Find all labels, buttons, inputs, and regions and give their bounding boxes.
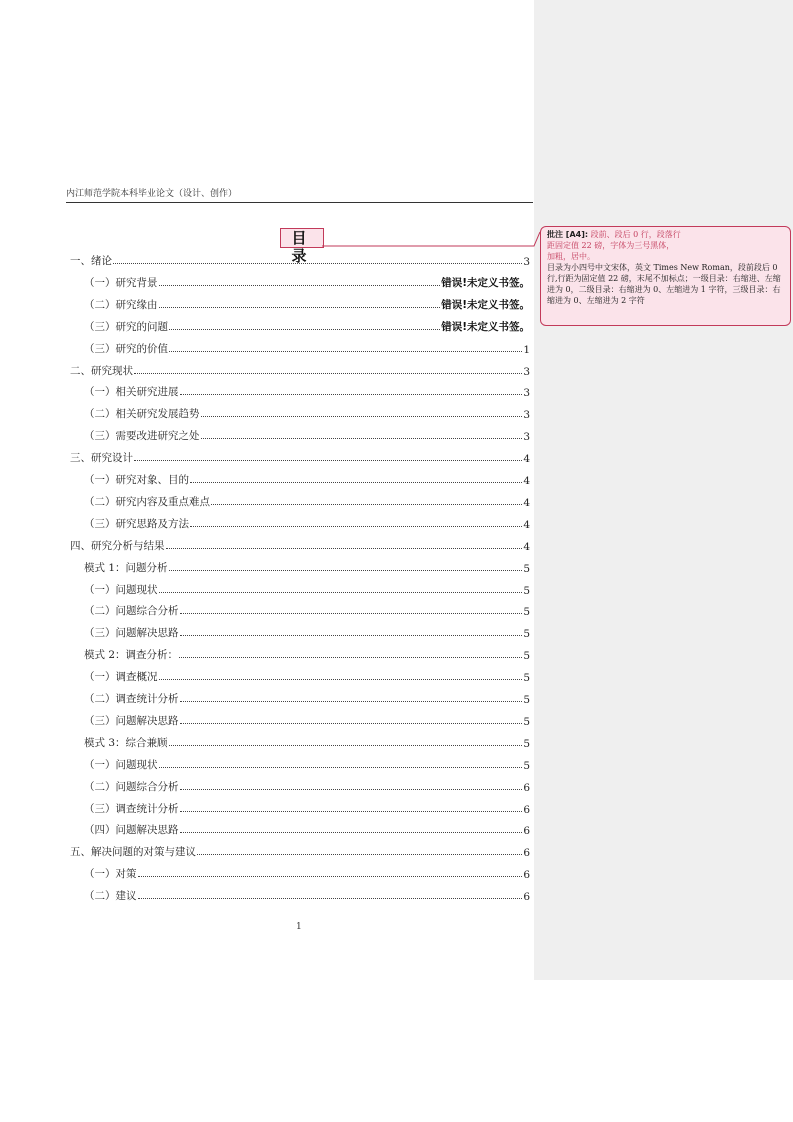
toc-dot-leader (180, 811, 523, 812)
toc-entry-page: 4 (523, 540, 530, 553)
toc-entry[interactable] (84, 340, 530, 356)
toc-entry-title: （一）调查概况 (84, 671, 158, 684)
toc-entry-title: （二）相关研究发展趋势 (84, 408, 200, 421)
toc-entry-page: 3 (523, 409, 530, 422)
toc-dot-leader (159, 307, 441, 308)
toc-entry-title: （三）调查统计分析 (84, 802, 179, 815)
toc-entry-title: 模式 3：综合兼顾 (84, 736, 168, 749)
toc-entry[interactable] (84, 405, 530, 421)
toc-dot-leader (179, 657, 522, 658)
toc-entry[interactable] (84, 515, 530, 531)
comment-margin-pane (534, 0, 793, 980)
toc-entry-title: （一）问题现状 (84, 583, 158, 596)
toc-entry-title: （二）研究内容及重点难点 (84, 495, 210, 508)
page-header: 内江师范学院本科毕业论文（设计、创作） (66, 186, 533, 203)
toc-entry[interactable] (84, 274, 530, 290)
toc-dot-leader (211, 504, 522, 505)
toc-entry[interactable] (84, 602, 530, 618)
toc-dot-leader (180, 789, 523, 790)
toc-entry-page: 6 (523, 891, 530, 904)
toc-dot-leader (180, 723, 523, 724)
toc-entry-title: 模式 1：问题分析 (84, 561, 168, 574)
toc-entry-title: （三）研究思路及方法 (84, 517, 189, 530)
toc-dot-leader (180, 701, 523, 702)
toc-dot-leader (159, 592, 523, 593)
toc-dot-leader (180, 832, 523, 833)
toc-dot-leader (201, 416, 523, 417)
toc-dot-leader (134, 373, 522, 374)
toc-dot-leader (180, 394, 523, 395)
toc-entry-title: （二）研究缘由 (84, 298, 158, 311)
toc-dot-leader (138, 876, 523, 877)
comment-body: 目录为小四号中文宋体，英文 Times New Roman，段前段后 0 行,行距为固定值 22 磅，末尾不加标点；一级目录：右缩进、左缩进为 0，二级目录：右缩进为 0、左缩进为 1 字符，三级目录：右缩进为 0、左缩进为 2 字符 (547, 263, 781, 305)
toc-entry-page: 4 (523, 496, 530, 509)
toc-dot-leader (138, 898, 523, 899)
toc-entry[interactable] (84, 493, 530, 509)
comment-balloon[interactable] (540, 226, 791, 326)
toc-entry[interactable] (84, 296, 530, 312)
toc-entry-title: （一）对策 (84, 868, 137, 881)
toc-entry-title: （三）研究的问题 (84, 320, 168, 333)
toc-entry-page: 3 (523, 387, 530, 400)
comment-line-3: 加粗，居中。 (547, 252, 595, 261)
toc-entry[interactable] (84, 318, 530, 334)
toc-entry-title: （三）研究的价值 (84, 342, 168, 355)
toc-entry[interactable] (70, 537, 530, 553)
toc-entry-page: 5 (523, 715, 530, 728)
comment-line-2: 距固定值 22 磅，字体为三号黑体， (547, 241, 675, 250)
toc-dot-leader (159, 767, 523, 768)
toc-dot-leader (134, 460, 522, 461)
toc-entry[interactable] (70, 843, 530, 859)
toc-entry-title: （一）研究背景 (84, 276, 158, 289)
toc-dot-leader (166, 548, 523, 549)
toc-entry-page: 5 (523, 759, 530, 772)
toc-entry-title: （四）问题解决思路 (84, 824, 179, 837)
toc-dot-leader (180, 635, 523, 636)
toc-entry-page: 4 (523, 475, 530, 487)
toc-dot-leader (190, 482, 522, 483)
toc-entry[interactable] (84, 734, 530, 750)
toc-entry[interactable] (84, 559, 530, 575)
toc-entry-page: 5 (523, 672, 530, 685)
toc-title[interactable]: 目 录 (280, 228, 324, 248)
toc-entry-page: 5 (523, 694, 530, 706)
toc-entry-page: 6 (523, 869, 530, 882)
toc-entry[interactable] (84, 778, 530, 794)
comment-line-1: 段前、段后 0 行，段落行 (590, 230, 681, 239)
toc-entry[interactable] (84, 624, 530, 640)
toc-dot-leader (180, 613, 523, 614)
toc-entry[interactable] (70, 252, 530, 268)
comment-label: 批注 [A4]: (547, 230, 589, 239)
toc-entry-title: （二）问题综合分析 (84, 780, 179, 793)
toc-entry-page: 4 (523, 518, 530, 531)
toc-entry-title: 一、绪论 (70, 255, 112, 267)
toc-entry[interactable] (84, 800, 530, 816)
toc-entry-title: 三、研究设计 (70, 452, 133, 465)
toc-entry-page: 5 (523, 737, 530, 750)
toc-entry-page: 3 (523, 365, 530, 378)
toc-dot-leader (201, 438, 523, 439)
toc-entry-title: （一）问题现状 (84, 758, 158, 771)
toc-entry-page: 3 (523, 431, 530, 444)
toc-entry-title: （二）问题综合分析 (84, 605, 179, 618)
toc-dot-leader (190, 526, 522, 527)
toc-entry-page: 5 (523, 562, 530, 575)
toc-entry[interactable] (70, 449, 530, 465)
toc-dot-leader (113, 263, 522, 264)
toc-entry[interactable] (84, 427, 530, 443)
toc-dot-leader (169, 570, 523, 571)
toc-entry-title: （二）调查统计分析 (84, 693, 179, 705)
toc-entry-page: 4 (523, 453, 530, 466)
toc-entry-page: 3 (523, 256, 530, 268)
toc-entry-title: （一）相关研究进展 (84, 386, 179, 399)
toc-entry[interactable] (84, 690, 530, 706)
toc-entry-page: 5 (523, 606, 530, 619)
toc-entry-title: （三）问题解决思路 (84, 714, 179, 727)
toc-entry-page: 6 (523, 781, 530, 794)
toc-entry-page: 6 (523, 847, 530, 860)
toc-dot-leader (169, 351, 522, 352)
toc-entry-page: 5 (523, 628, 530, 641)
toc-entry-title: （二）建议 (84, 890, 137, 903)
toc-entry-page: 1 (523, 343, 530, 356)
toc-entry-page: 6 (523, 825, 530, 838)
page-number: 1 (296, 922, 302, 932)
toc-entry-title: 四、研究分析与结果 (70, 539, 165, 552)
toc-entry-page: 5 (523, 650, 530, 663)
toc-dot-leader (159, 679, 523, 680)
toc-dot-leader (197, 854, 522, 855)
toc-entry-title: （一）研究对象、目的 (84, 474, 189, 486)
comment-connector (322, 230, 540, 248)
toc-entry[interactable] (84, 383, 530, 399)
toc-entry[interactable] (84, 581, 530, 597)
toc-entry[interactable] (84, 756, 530, 772)
toc-bookmark-error: 错误!未定义书签。 (441, 298, 530, 311)
toc-entry[interactable] (84, 646, 530, 662)
toc-entry[interactable] (84, 865, 530, 881)
toc-entry-title: （三）需要改进研究之处 (84, 430, 200, 443)
toc-entry-title: 模式 2：调查分析： (84, 649, 179, 662)
toc-entry[interactable] (84, 821, 530, 837)
toc-bookmark-error: 错误!未定义书签。 (441, 320, 530, 333)
toc-entry-page: 5 (523, 584, 530, 597)
toc-entry[interactable] (84, 712, 530, 728)
toc-entry-title: （三）问题解决思路 (84, 627, 179, 640)
toc-entry[interactable] (84, 471, 530, 487)
toc-entry-page: 6 (523, 803, 530, 816)
toc-dot-leader (169, 329, 440, 330)
toc-entry[interactable] (84, 887, 530, 903)
toc-dot-leader (169, 745, 523, 746)
toc-entry[interactable] (84, 668, 530, 684)
toc-entry[interactable] (70, 362, 530, 378)
toc-entry-title: 二、研究现状 (70, 364, 133, 377)
toc-entry-title: 五、解决问题的对策与建议 (70, 846, 196, 859)
toc-dot-leader (159, 285, 441, 286)
toc-bookmark-error: 错误!未定义书签。 (441, 276, 530, 289)
